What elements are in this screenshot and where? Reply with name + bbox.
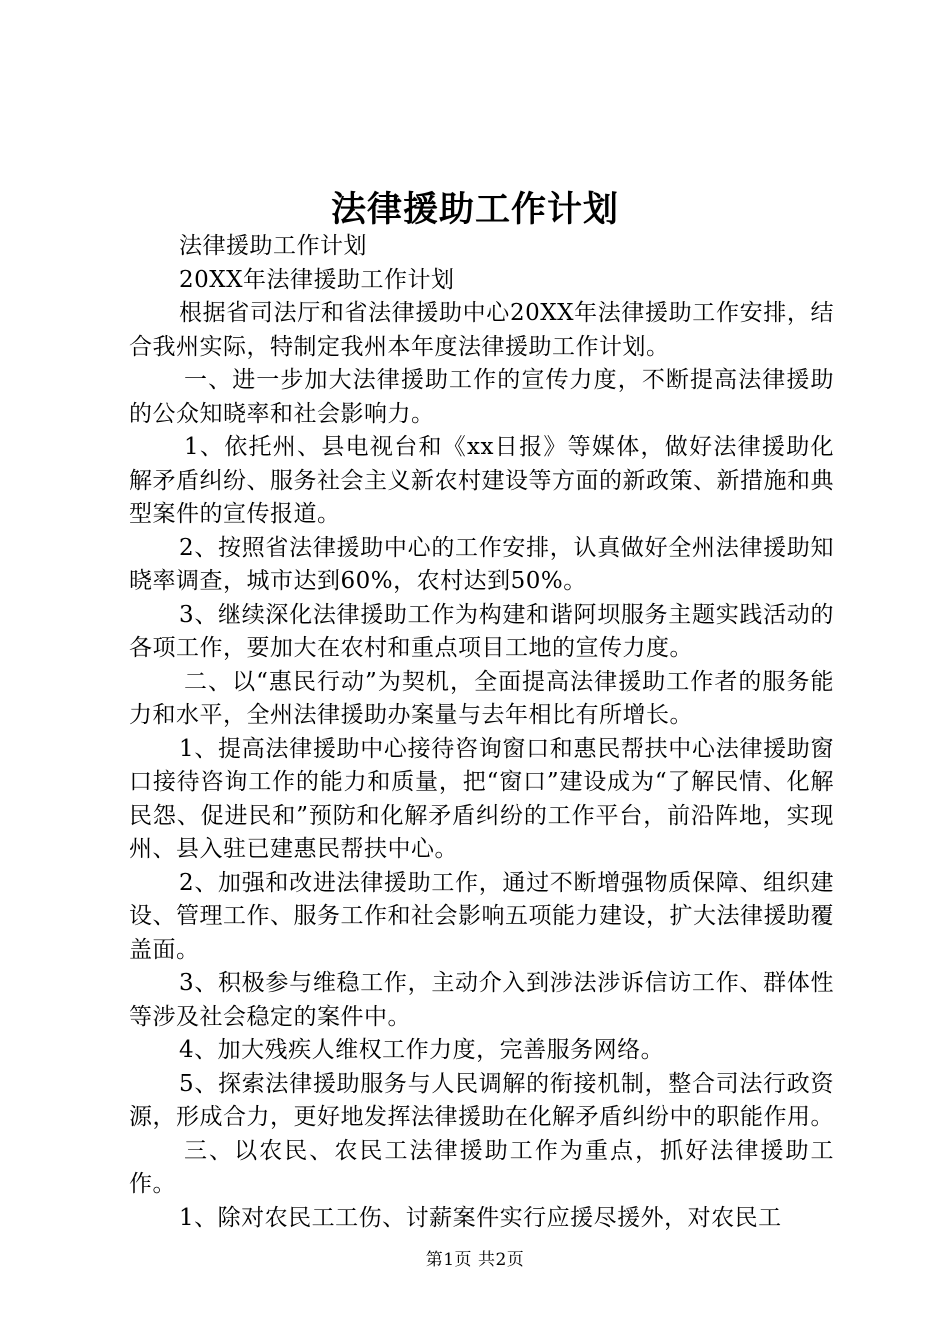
document-body — [129, 230, 834, 1235]
paragraph: 3、继续深化法律援助工作为构建和谐阿坝服务主题实践活动的各项工作，要加大在农村和重点项目工地的宣传力度。 — [129, 601, 834, 661]
paragraph: 根据省司法厅和省法律援助中心20XX年法律援助工作安排，结合我州实际，特制定我州本年度法律援助工作计划。 — [129, 300, 834, 360]
document-title: 法律援助工作计划 — [330, 189, 619, 230]
paragraph: 2、按照省法律援助中心的工作安排，认真做好全州法律援助知晓率调查，城市达到60%，农村达到50%。 — [129, 534, 834, 594]
paragraph: 3、积极参与维稳工作，主动介入到涉法涉诉信访工作、群体性等涉及社会稳定的案件中。 — [129, 970, 834, 1030]
paragraph: 1、依托州、县电视台和《xx日报》等媒体，做好法律援助化解矛盾纠纷、服务社会主义新农村建设等方面的新政策、新措施和典型案件的宣传报道。 — [129, 434, 834, 527]
paragraph: 法律援助工作计划 — [179, 233, 367, 259]
paragraph: 20XX年法律援助工作计划 — [179, 266, 455, 293]
section-heading: 二、以“惠民行动”为契机，全面提高法律援助工作者的服务能力和水平，全州法律援助办案量与去年相比有所增长。 — [129, 668, 834, 728]
paragraph: 1、提高法律援助中心接待咨询窗口和惠民帮扶中心法律援助窗口接待咨询工作的能力和质量，把“窗口”建设成为“了解民情、化解民怨、促进民和”预防和化解矛盾纠纷的工作平台，前沿阵地，实现州、县入驻已建惠民帮扶中心。 — [129, 735, 834, 862]
section-heading: 三、以农民、农民工法律援助工作为重点，抓好法律援助工作。 — [129, 1137, 834, 1197]
paragraph: 5、探索法律援助服务与人民调解的衔接机制，整合司法行政资源，形成合力，更好地发挥法律援助在化解矛盾纠纷中的职能作用。 — [129, 1070, 834, 1130]
paragraph: 4、加大残疾人维权工作力度，完善服务网络。 — [179, 1037, 665, 1063]
paragraph: 1、除对农民工工伤、讨薪案件实行应援尽援外，对农民工 — [179, 1204, 782, 1231]
section-heading: 一、进一步加大法律援助工作的宣传力度，不断提高法律援助的公众知晓率和社会影响力。 — [129, 367, 834, 427]
paragraph: 2、加强和改进法律援助工作，通过不断增强物质保障、组织建设、管理工作、服务工作和社会影响五项能力建设，扩大法律援助覆盖面。 — [129, 869, 834, 963]
page-footer: 第1页 共2页 — [425, 1250, 525, 1270]
